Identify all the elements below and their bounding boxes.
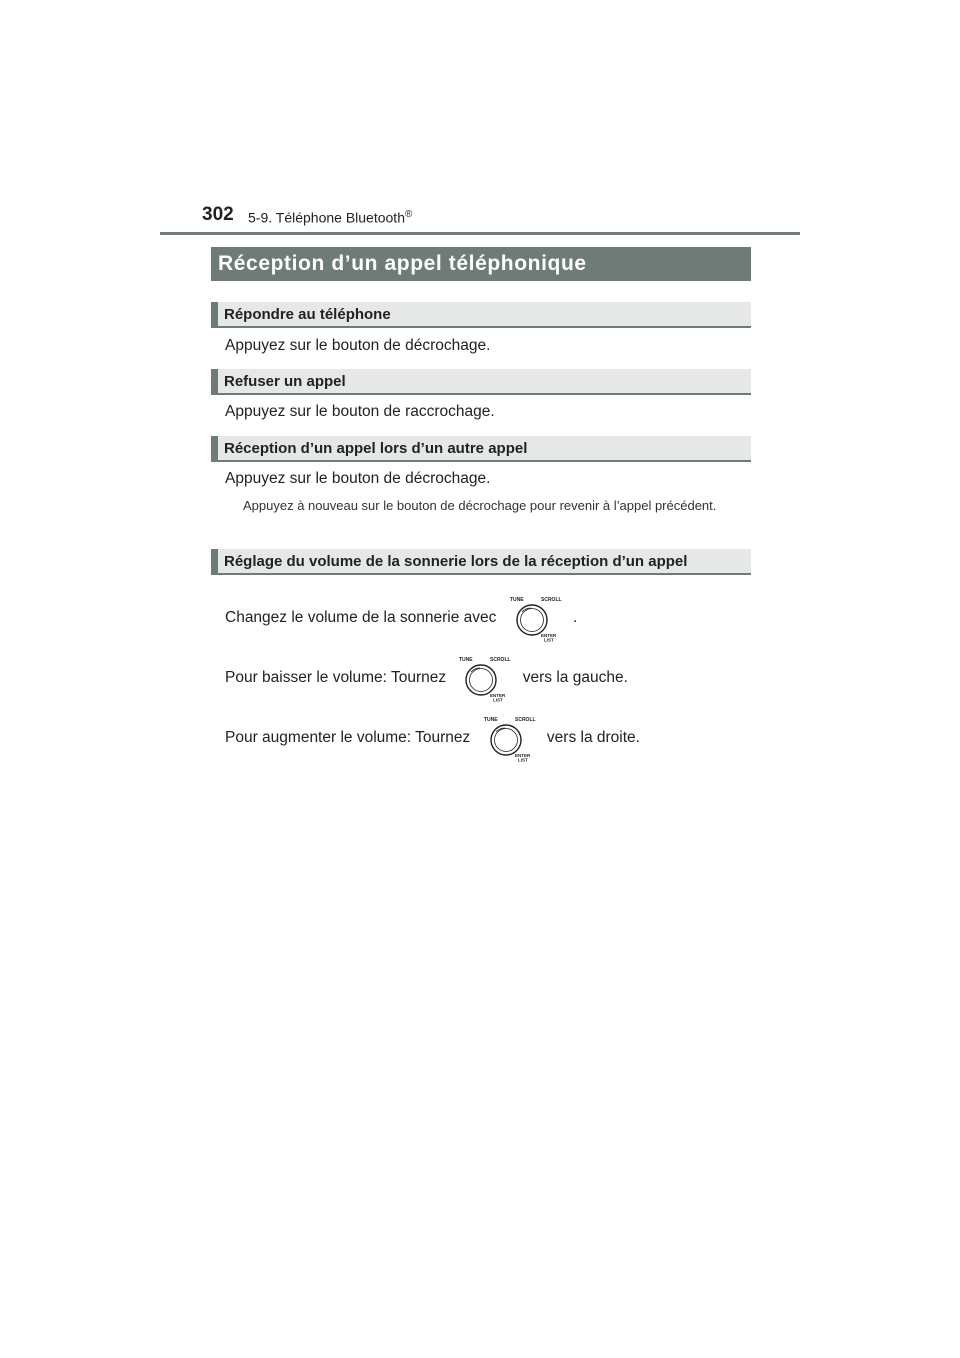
knob-label-enter: ENTER bbox=[540, 633, 556, 638]
section-text-answer: Appuyez sur le bouton de décrochage. bbox=[225, 337, 491, 354]
page-title: Réception d’un appel téléphonique bbox=[211, 247, 751, 281]
knob-label-enter: ENTER bbox=[514, 753, 530, 758]
knob-label-scroll: SCROLL bbox=[514, 717, 536, 723]
knob-label-scroll: SCROLL bbox=[490, 657, 512, 663]
knob-label-list: LIST bbox=[493, 697, 504, 702]
line-text-before: Changez le volume de la sonnerie avec bbox=[225, 609, 497, 626]
volume-line-change bbox=[225, 594, 577, 642]
chapter-title bbox=[248, 209, 412, 226]
tune-scroll-knob-icon bbox=[507, 594, 563, 642]
line-text-before: Pour baisser le volume: Tournez bbox=[225, 669, 447, 686]
section-note-call-waiting: Appuyez à nouveau sur le bouton de décrochage pour revenir à l’appel précédent. bbox=[243, 498, 717, 513]
section-heading-call-waiting: Réception d’un appel lors d’un autre appel bbox=[211, 436, 751, 462]
tune-scroll-knob-icon bbox=[481, 714, 537, 762]
line-text-before: Pour augmenter le volume: Tournez bbox=[225, 729, 471, 746]
section-text-call-waiting: Appuyez sur le bouton de décrochage. bbox=[225, 470, 491, 487]
line-text-after: vers la gauche. bbox=[522, 669, 628, 686]
section-heading-reject: Refuser un appel bbox=[211, 369, 751, 395]
section-heading-ring-volume: Réglage du volume de la sonnerie lors de la réception d’un appel bbox=[211, 549, 751, 575]
header-divider bbox=[160, 232, 800, 235]
line-text-after: vers la droite. bbox=[546, 729, 640, 746]
section-heading-answer: Répondre au téléphone bbox=[211, 302, 751, 328]
registered-mark: ® bbox=[404, 209, 413, 220]
tune-scroll-knob-icon bbox=[456, 654, 512, 702]
knob-label-list: LIST bbox=[543, 637, 554, 642]
page-header bbox=[0, 204, 960, 234]
volume-line-decrease bbox=[225, 654, 628, 702]
knob-label-tune: TUNE bbox=[483, 717, 498, 723]
page-number: 302 bbox=[202, 204, 234, 225]
knob-label-scroll: SCROLL bbox=[540, 597, 562, 603]
chapter-text: 5-9. Téléphone Bluetooth bbox=[248, 209, 405, 226]
knob-label-tune: TUNE bbox=[509, 597, 524, 603]
volume-line-increase bbox=[225, 714, 640, 762]
knob-label-list: LIST bbox=[517, 757, 528, 762]
knob-label-tune: TUNE bbox=[459, 657, 474, 663]
section-text-reject: Appuyez sur le bouton de raccrochage. bbox=[225, 403, 495, 420]
knob-label-enter: ENTER bbox=[490, 693, 506, 698]
line-text-after: . bbox=[573, 609, 578, 626]
